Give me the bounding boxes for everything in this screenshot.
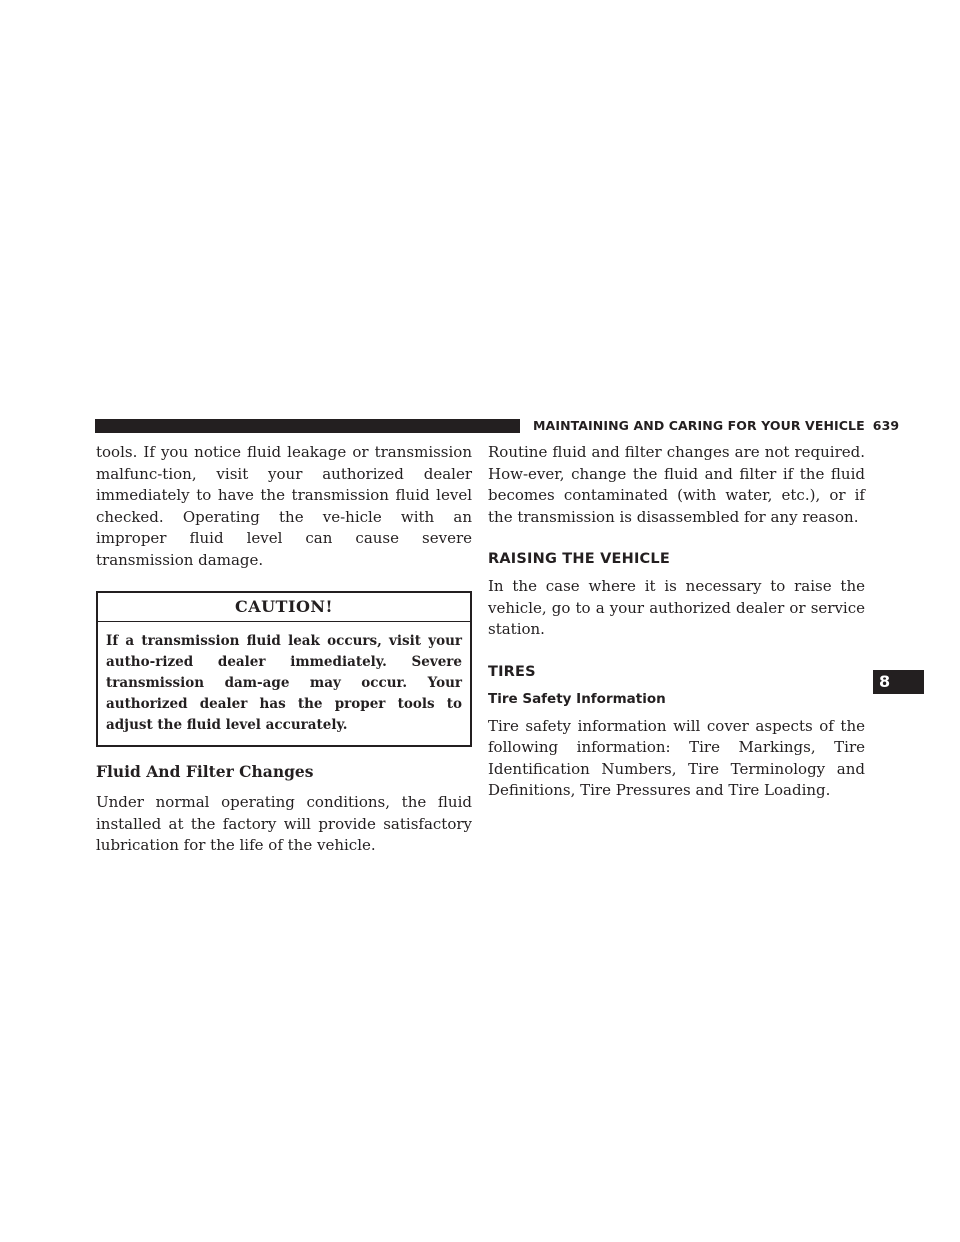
tires-heading: TIRES [488,663,536,680]
raising-vehicle-paragraph: In the case where it is necessary to raise the vehicle, go to a your authorized dealer or service station. [488,577,865,638]
header-section-title: MAINTAINING AND CARING FOR YOUR VEHICLE [533,418,865,433]
fluid-filter-paragraph: Under normal operating conditions, the fluid installed at the factory will provide satisfactory lubrication for the life of the vehicle. [96,793,472,854]
page-number: 639 [872,418,900,433]
raising-vehicle-heading: RAISING THE VEHICLE [488,551,670,567]
caution-title: CAUTION! [98,593,470,622]
caution-text: If a transmission fluid leak occurs, visit your autho-rized dealer immediately. Severe transmission dam-age may occur. Your authorized dealer has the proper tools to adjust the fluid level accurately. [106,633,462,733]
running-header [533,417,900,435]
caution-box [96,591,472,747]
header-rule [95,419,520,433]
right-column [488,442,865,802]
routine-paragraph: Routine fluid and filter changes are not required. How-ever, change the fluid and filter if the fluid becomes contaminated (with water, etc.), or if the transmission is disassembled for any reason. [488,443,865,526]
chapter-tab: 8 [873,670,924,694]
left-column [96,442,472,857]
tire-safety-heading: Tire Safety Information [488,690,666,707]
fluid-filter-heading: Fluid And Filter Changes [96,762,314,781]
tire-safety-paragraph: Tire safety information will cover aspects of the following information: Tire Markings, Tire Identification Numbers, Tire Terminology and Definitions, Tire Pressures and Tire Loading. [488,716,865,799]
intro-paragraph: tools. If you notice fluid leakage or transmission malfunc-tion, visit your authorized dealer immediately to have the transmission fluid level checked. Operating the ve-hicle with an improper fluid level can cause severe transmission damage. [96,443,472,569]
